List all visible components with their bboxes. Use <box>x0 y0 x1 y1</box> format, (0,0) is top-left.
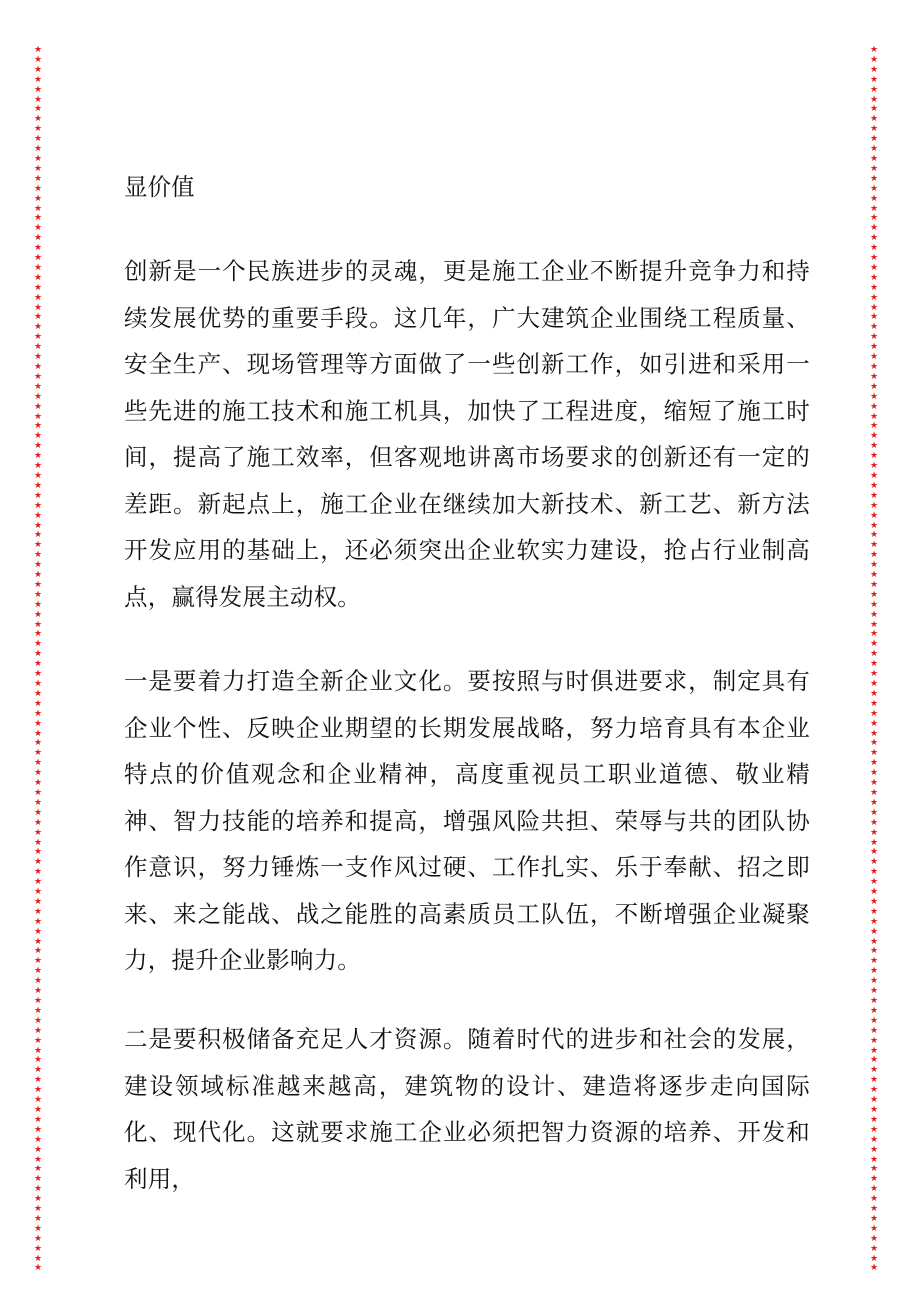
paragraph-innovation: 创新是一个民族进步的灵魂，更是施工企业不断提升竞争力和持续发展优势的重要手段。这几年，广大建筑企业围绕工程质量、安全生产、现场管理等方面做了一些创新工作，如引进和采用一些先进的施工技术和施工机具，加快了工程进度，缩短了施工时间，提高了施工效率，但客观地讲离市场要求的创新还有一定的差距。新起点上，施工企业在继续加大新技术、新工艺、新方法开发应用的基础上，还必须突出企业软实力建设，抢占行业制高点，赢得发展主动权。 <box>124 257 810 611</box>
left-star-border-icon: ★ ★ ★ ★ ★ ★ ★ ★ ★ ★ ★ ★ ★ ★ ★ ★ ★ ★ ★ ★ ★ ★ ★ ★ ★ ★ ★ ★ ★ ★ ★ ★ ★ ★ ★ ★ ★ ★ ★ ★ ★ ★ ★ ★ ★ ★ ★ ★ ★ ★ ★ ★ ★ ★ ★ ★ ★ ★ ★ ★ ★ ★ ★ ★ ★ ★ ★ ★ ★ ★ ★ ★ ★ ★ ★ ★ ★ ★ ★ ★ ★ ★ ★ ★ ★ ★ ★ ★ ★ ★ ★ ★ ★ ★ ★ ★ ★ ★ ★ ★ ★ ★ ★ ★ ★ ★ ★ ★ ★ ★ ★ ★ ★ ★ ★ ★ ★ ★ ★ ★ ★ ★ ★ ★ <box>33 45 43 1274</box>
section-heading: 显价值 <box>124 173 195 201</box>
paragraph-talent: 二是要积极储备充足人才资源。随着时代的进步和社会的发展，建设领域标准越来越高，建筑物的设计、建造将逐步走向国际化、现代化。这就要求施工企业必须把智力资源的培养、开发和利用， <box>124 1025 810 1193</box>
paragraph-culture: 一是要着力打造全新企业文化。要按照与时俱进要求，制定具有企业个性、反映企业期望的长期发展战略，努力培育具有本企业特点的价值观念和企业精神，高度重视员工职业道德、敬业精神、智力技能的培养和提高，增强风险共担、荣辱与共的团队协作意识，努力锤炼一支作风过硬、工作扎实、乐于奉献、招之即来、来之能战、战之能胜的高素质员工队伍，不断增强企业凝聚力，提升企业影响力。 <box>124 667 810 974</box>
right-star-border-icon: ★ ★ ★ ★ ★ ★ ★ ★ ★ ★ ★ ★ ★ ★ ★ ★ ★ ★ ★ ★ ★ ★ ★ ★ ★ ★ ★ ★ ★ ★ ★ ★ ★ ★ ★ ★ ★ ★ ★ ★ ★ ★ ★ ★ ★ ★ ★ ★ ★ ★ ★ ★ ★ ★ ★ ★ ★ ★ ★ ★ ★ ★ ★ ★ ★ ★ ★ ★ ★ ★ ★ ★ ★ ★ ★ ★ ★ ★ ★ ★ ★ ★ ★ ★ ★ ★ ★ ★ ★ ★ ★ ★ ★ ★ ★ ★ ★ ★ ★ ★ ★ ★ ★ ★ ★ ★ ★ ★ ★ ★ ★ ★ ★ ★ ★ ★ ★ ★ ★ ★ ★ ★ ★ ★ <box>869 45 879 1274</box>
